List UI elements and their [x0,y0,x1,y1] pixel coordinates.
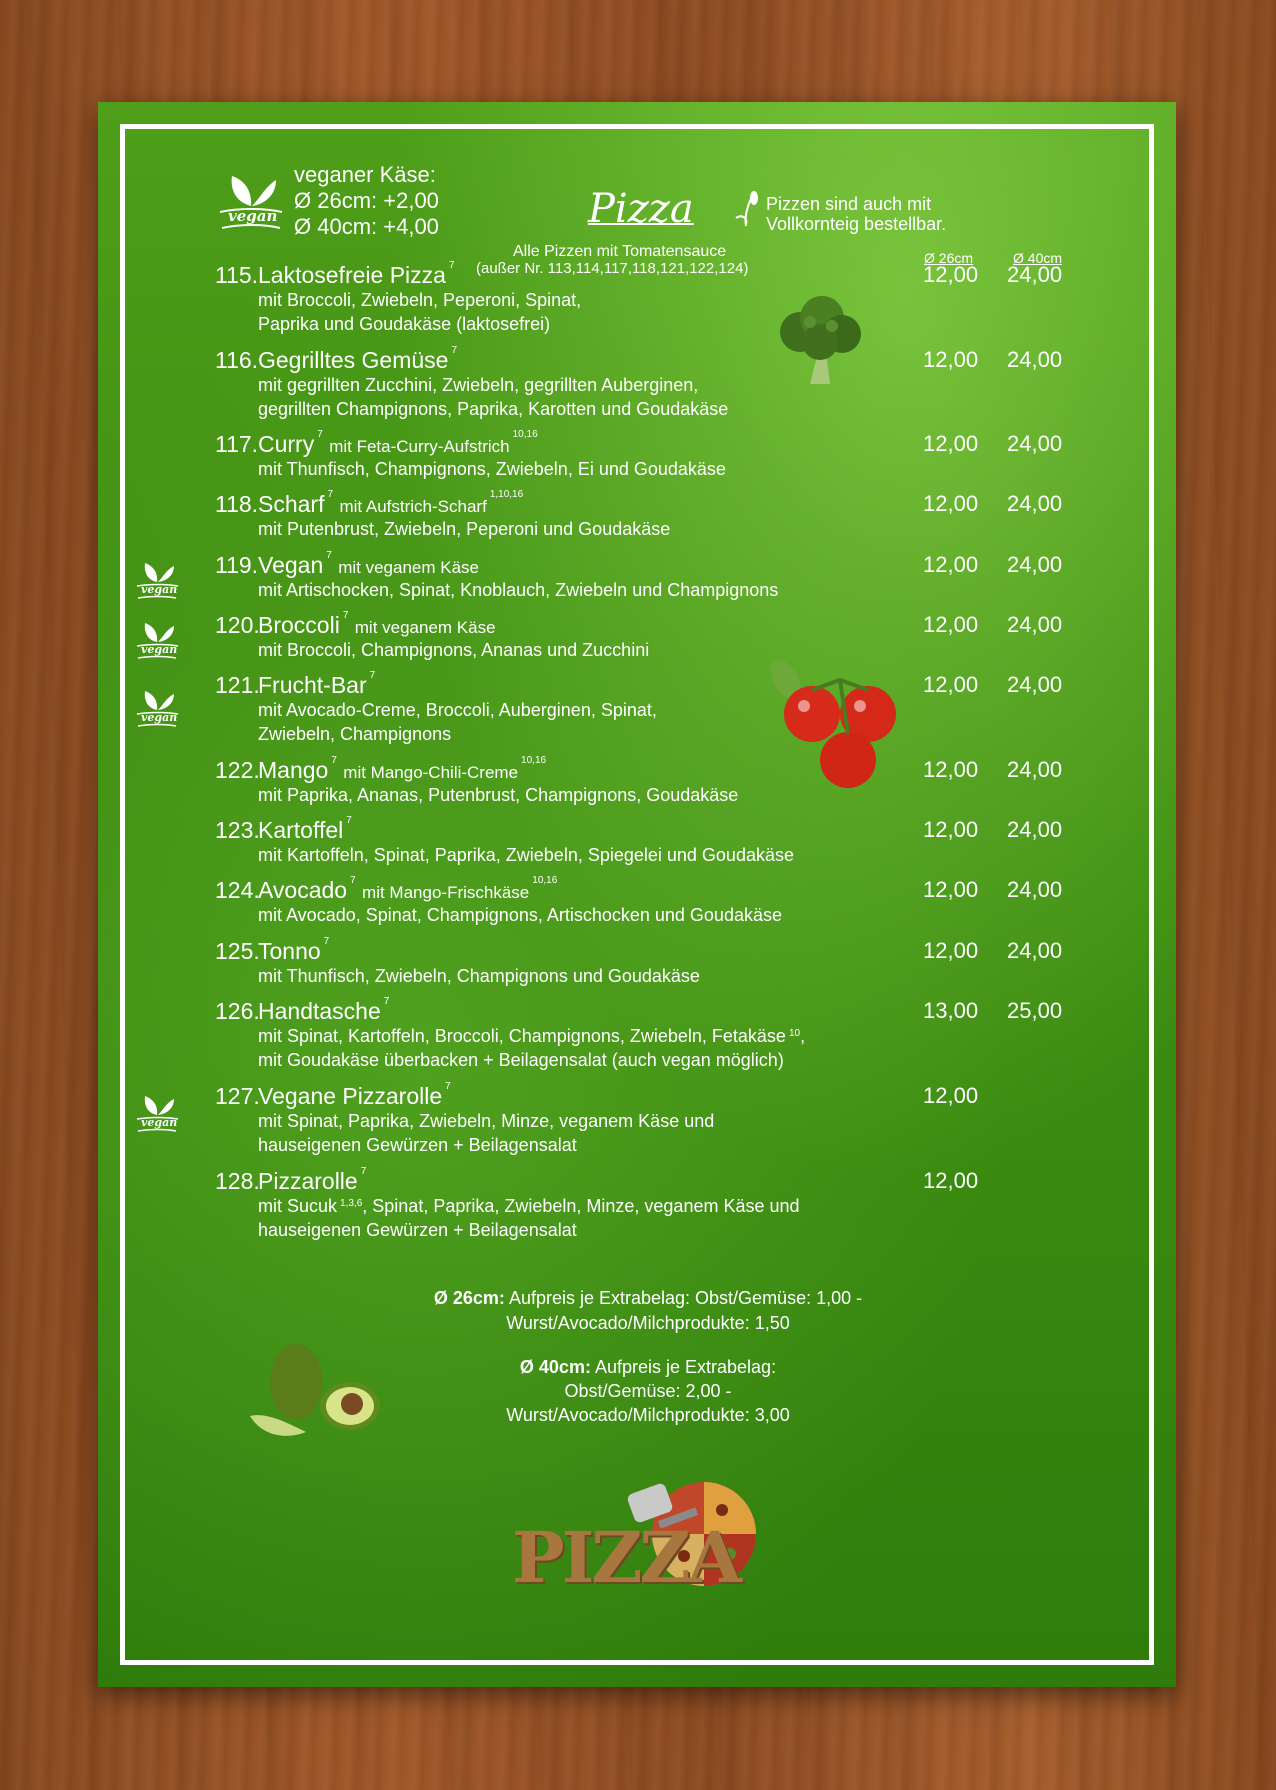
vegan-logo-label: vegan [228,207,278,225]
item-name-text: Frucht-Bar [258,672,367,698]
item-name-sup: 7 [342,610,349,621]
item-desc-line1: mit Avocado-Creme, Broccoli, Auberginen, Spinat, [258,700,657,720]
item-name-sup: 7 [323,936,330,947]
item-name [258,431,538,458]
wheat-icon [732,188,766,228]
item-number: 117. [215,431,259,457]
item-desc-line1 [258,1024,805,1048]
item-name [258,1168,366,1195]
price-26: 12,00 [923,672,979,697]
item-name-text: Curry [258,431,315,457]
item-sub: mit Mango-Frischkäse [362,883,530,902]
price-26: 12,00 [923,757,979,782]
item-name [258,347,457,374]
vegan-badge [134,558,180,602]
item-desc-line1: mit Thunfisch, Zwiebeln, Champignons und Goudakäse [258,966,700,986]
item-number: 118. [215,491,259,517]
item-name-text: Vegane Pizzarolle [258,1083,443,1109]
item-sub-sup: 10,16 [532,875,558,886]
item-name-text: Vegan [258,552,324,578]
list-item [98,998,1176,1068]
item-sub: mit veganem Käse [354,618,496,637]
item-name-text: Kartoffel [258,817,344,843]
vegan-badge-label: vegan [141,1116,178,1129]
item-name [258,938,329,965]
item-name-text: Handtasche [258,998,381,1024]
price-40: 24,00 [1007,817,1063,842]
list-item [98,612,1176,662]
item-name [258,877,557,904]
price-26: 12,00 [923,1083,979,1108]
item-name [258,998,389,1025]
item-desc-text: mit Spinat, Kartoffeln, Broccoli, Champignons, Zwiebeln, Fetakäse [258,1026,786,1046]
price-40: 24,00 [1007,757,1063,782]
item-number: 121. [215,672,260,698]
list-item [98,877,1176,927]
avocado-image [246,1332,386,1442]
item-name-sup: 7 [327,489,334,500]
item-sub: mit Feta-Curry-Aufstrich [329,437,510,456]
item-name [258,1083,451,1110]
item-desc-line1: mit Artischocken, Spinat, Knoblauch, Zwiebeln und Champignons [258,580,779,600]
item-number: 124. [215,877,260,903]
item-desc-line1: mit Broccoli, Zwiebeln, Peperoni, Spinat, [258,290,582,310]
item-name-text: Broccoli [258,612,340,638]
price-40: 24,00 [1007,552,1063,577]
item-desc-line1 [258,1194,800,1218]
menu-sheet [98,102,1176,1687]
page-title: Pizza [588,186,694,232]
item-number: 122. [215,757,260,783]
col-header-26: Ø 26cm [924,250,974,266]
item-name-sup: 7 [369,670,376,681]
wholegrain-line1: Pizzen sind auch mit [766,194,932,214]
item-number: 125. [215,938,260,964]
tomato-exceptions: (außer Nr. 113,114,117,118,121,122,124) [476,260,749,277]
extra26-line2: Wurst/Avocado/Milchprodukte: 1,50 [506,1313,790,1333]
item-desc-line1: mit Broccoli, Champignons, Ananas und Zucchini [258,640,650,660]
list-item [98,757,1176,807]
price-40: 24,00 [1007,938,1063,963]
price-40: 24,00 [1007,672,1063,697]
price-40: 25,00 [1007,998,1063,1023]
vegan-badge [134,686,180,730]
item-name-text: Mango [258,757,329,783]
item-name [258,817,352,844]
item-desc-line1: mit Putenbrust, Zwiebeln, Peperoni und Goudakäse [258,519,671,539]
price-26: 12,00 [923,612,979,637]
item-name-sup: 7 [360,1166,367,1177]
vegan-badge-label: vegan [141,711,178,724]
item-desc-line1: mit Kartoffeln, Spinat, Paprika, Zwiebeln, Spiegelei und Goudakäse [258,845,794,865]
item-desc-text: mit Sucuk [258,1196,338,1216]
item-name [258,672,375,699]
list-item [98,431,1176,481]
wholegrain-line2: Vollkornteig bestellbar. [766,214,947,234]
extra26-line1 [348,1286,948,1311]
item-sub-sup: 1,10,16 [489,489,524,500]
item-desc-line2: hauseigenen Gewürzen + Beilagensalat [258,1135,577,1155]
price-40: 24,00 [1007,347,1063,372]
item-desc-line1: mit Spinat, Paprika, Zwiebeln, Minze, veganem Käse und [258,1111,715,1131]
price-40: 24,00 [1007,431,1063,456]
item-number: 127. [215,1083,260,1109]
item-name-sup: 7 [383,996,390,1007]
extra40-line2: Obst/Gemüse: 2,00 - [564,1381,732,1401]
item-sub: mit Aufstrich-Scharf [339,497,487,516]
extra40-text: Aufpreis je Extrabelag: [594,1357,777,1377]
item-name-sup: 7 [445,1081,451,1092]
item-desc-text-rest: , Spinat, Paprika, Zwiebeln, Minze, veganem Käse und [362,1196,800,1216]
item-number: 126. [215,998,260,1024]
item-desc-line1: mit gegrillten Zucchini, Zwiebeln, gegrillten Auberginen, [258,375,699,395]
price-26: 12,00 [923,347,979,372]
item-name-sup: 7 [451,345,458,356]
item-desc-line2: Zwiebeln, Champignons [258,724,452,744]
extra26-label: Ø 26cm: [433,1288,505,1308]
item-desc-line2: mit Goudakäse überbacken + Beilagensalat (auch vegan möglich) [258,1050,784,1070]
item-desc-end: , [800,1026,806,1046]
item-name-text: Tonno [258,938,321,964]
pizza-logo-text: PIZZA [512,1516,739,1599]
list-item [98,1083,1176,1153]
item-name-text: Scharf [258,491,325,517]
item-name [258,491,523,518]
list-item [98,552,1176,602]
item-desc-sup: 10 [788,1028,801,1039]
item-name [258,612,496,639]
vegan-logo [216,168,286,232]
price-26: 12,00 [923,877,979,902]
item-sub: mit Mango-Chili-Creme [343,763,519,782]
item-name-sup: 7 [326,550,332,561]
extra40-line1 [398,1355,898,1379]
price-40: 24,00 [1007,262,1063,287]
col-header-40: Ø 40cm [1013,250,1063,266]
price-40: 24,00 [1007,877,1063,902]
price-26: 12,00 [923,552,979,577]
item-desc-line2: hauseigenen Gewürzen + Beilagensalat [258,1220,577,1240]
item-desc-line1: mit Paprika, Ananas, Putenbrust, Champignons, Goudakäse [258,785,739,805]
item-number: 120. [215,612,260,638]
item-number: 123. [215,817,260,843]
item-desc-line1: mit Thunfisch, Champignons, Zwiebeln, Ei und Goudakäse [258,459,726,479]
price-26: 13,00 [923,998,979,1023]
list-item [98,938,1176,988]
item-name-text: Pizzarolle [258,1168,358,1194]
item-name-sup: 7 [448,260,455,271]
price-40: 24,00 [1007,612,1063,637]
item-sub-sup: 10,16 [512,429,538,440]
item-name-sup: 7 [346,815,352,826]
item-sub-sup: 10,16 [521,755,547,766]
item-name-text: Laktosefreie Pizza [258,262,446,288]
extra-toppings-26 [348,1286,948,1336]
item-desc-sup: 1,3,6 [340,1198,363,1209]
item-sub: mit veganem Käse [338,558,479,577]
price-26: 12,00 [923,491,979,516]
extra40-label: Ø 40cm: [519,1357,591,1377]
vegan-cheese-title: veganer Käse: [294,162,436,187]
list-item [98,347,1176,417]
price-26: 12,00 [923,262,979,287]
extra26-text: Aufpreis je Extrabelag: Obst/Gemüse: 1,00 - [508,1288,863,1308]
item-name [258,552,479,579]
list-item [98,817,1176,867]
vegan-cheese-40: Ø 40cm: +4,00 [294,214,439,239]
vegan-cheese-26: Ø 26cm: +2,00 [294,188,439,213]
item-number: 116. [215,347,259,373]
price-26: 12,00 [923,1168,979,1193]
item-name-text: Gegrilltes Gemüse [258,347,449,373]
item-number: 128. [215,1168,260,1194]
list-item [98,1168,1176,1238]
item-number: 119. [215,552,259,578]
item-name-sup: 7 [317,429,323,440]
price-26: 12,00 [923,938,979,963]
list-item [98,491,1176,541]
pizza-logo [508,1480,768,1610]
vegan-badge-label: vegan [141,643,178,656]
item-name-sup: 7 [331,755,337,766]
item-name [258,262,455,289]
price-40: 24,00 [1007,491,1063,516]
vegan-badge [134,1091,180,1135]
item-desc-line2: Paprika und Goudakäse (laktosefrei) [258,314,551,334]
list-item [98,672,1176,742]
price-26: 12,00 [923,817,979,842]
item-number: 115. [215,262,259,288]
list-item [98,262,1176,332]
extra-toppings-40 [398,1355,898,1427]
price-26: 12,00 [923,431,979,456]
item-name [258,757,546,784]
item-name-sup: 7 [350,875,356,886]
vegan-badge-label: vegan [141,583,178,596]
item-desc-line1: mit Avocado, Spinat, Champignons, Artischocken und Goudakäse [258,905,782,925]
item-name-text: Avocado [258,877,348,903]
vegan-badge [134,618,180,662]
tomato-note: Alle Pizzen mit Tomatensauce [513,243,727,260]
item-desc-line2: gegrillten Champignons, Paprika, Karotten und Goudakäse [258,399,729,419]
extra40-line3: Wurst/Avocado/Milchprodukte: 3,00 [506,1405,790,1425]
